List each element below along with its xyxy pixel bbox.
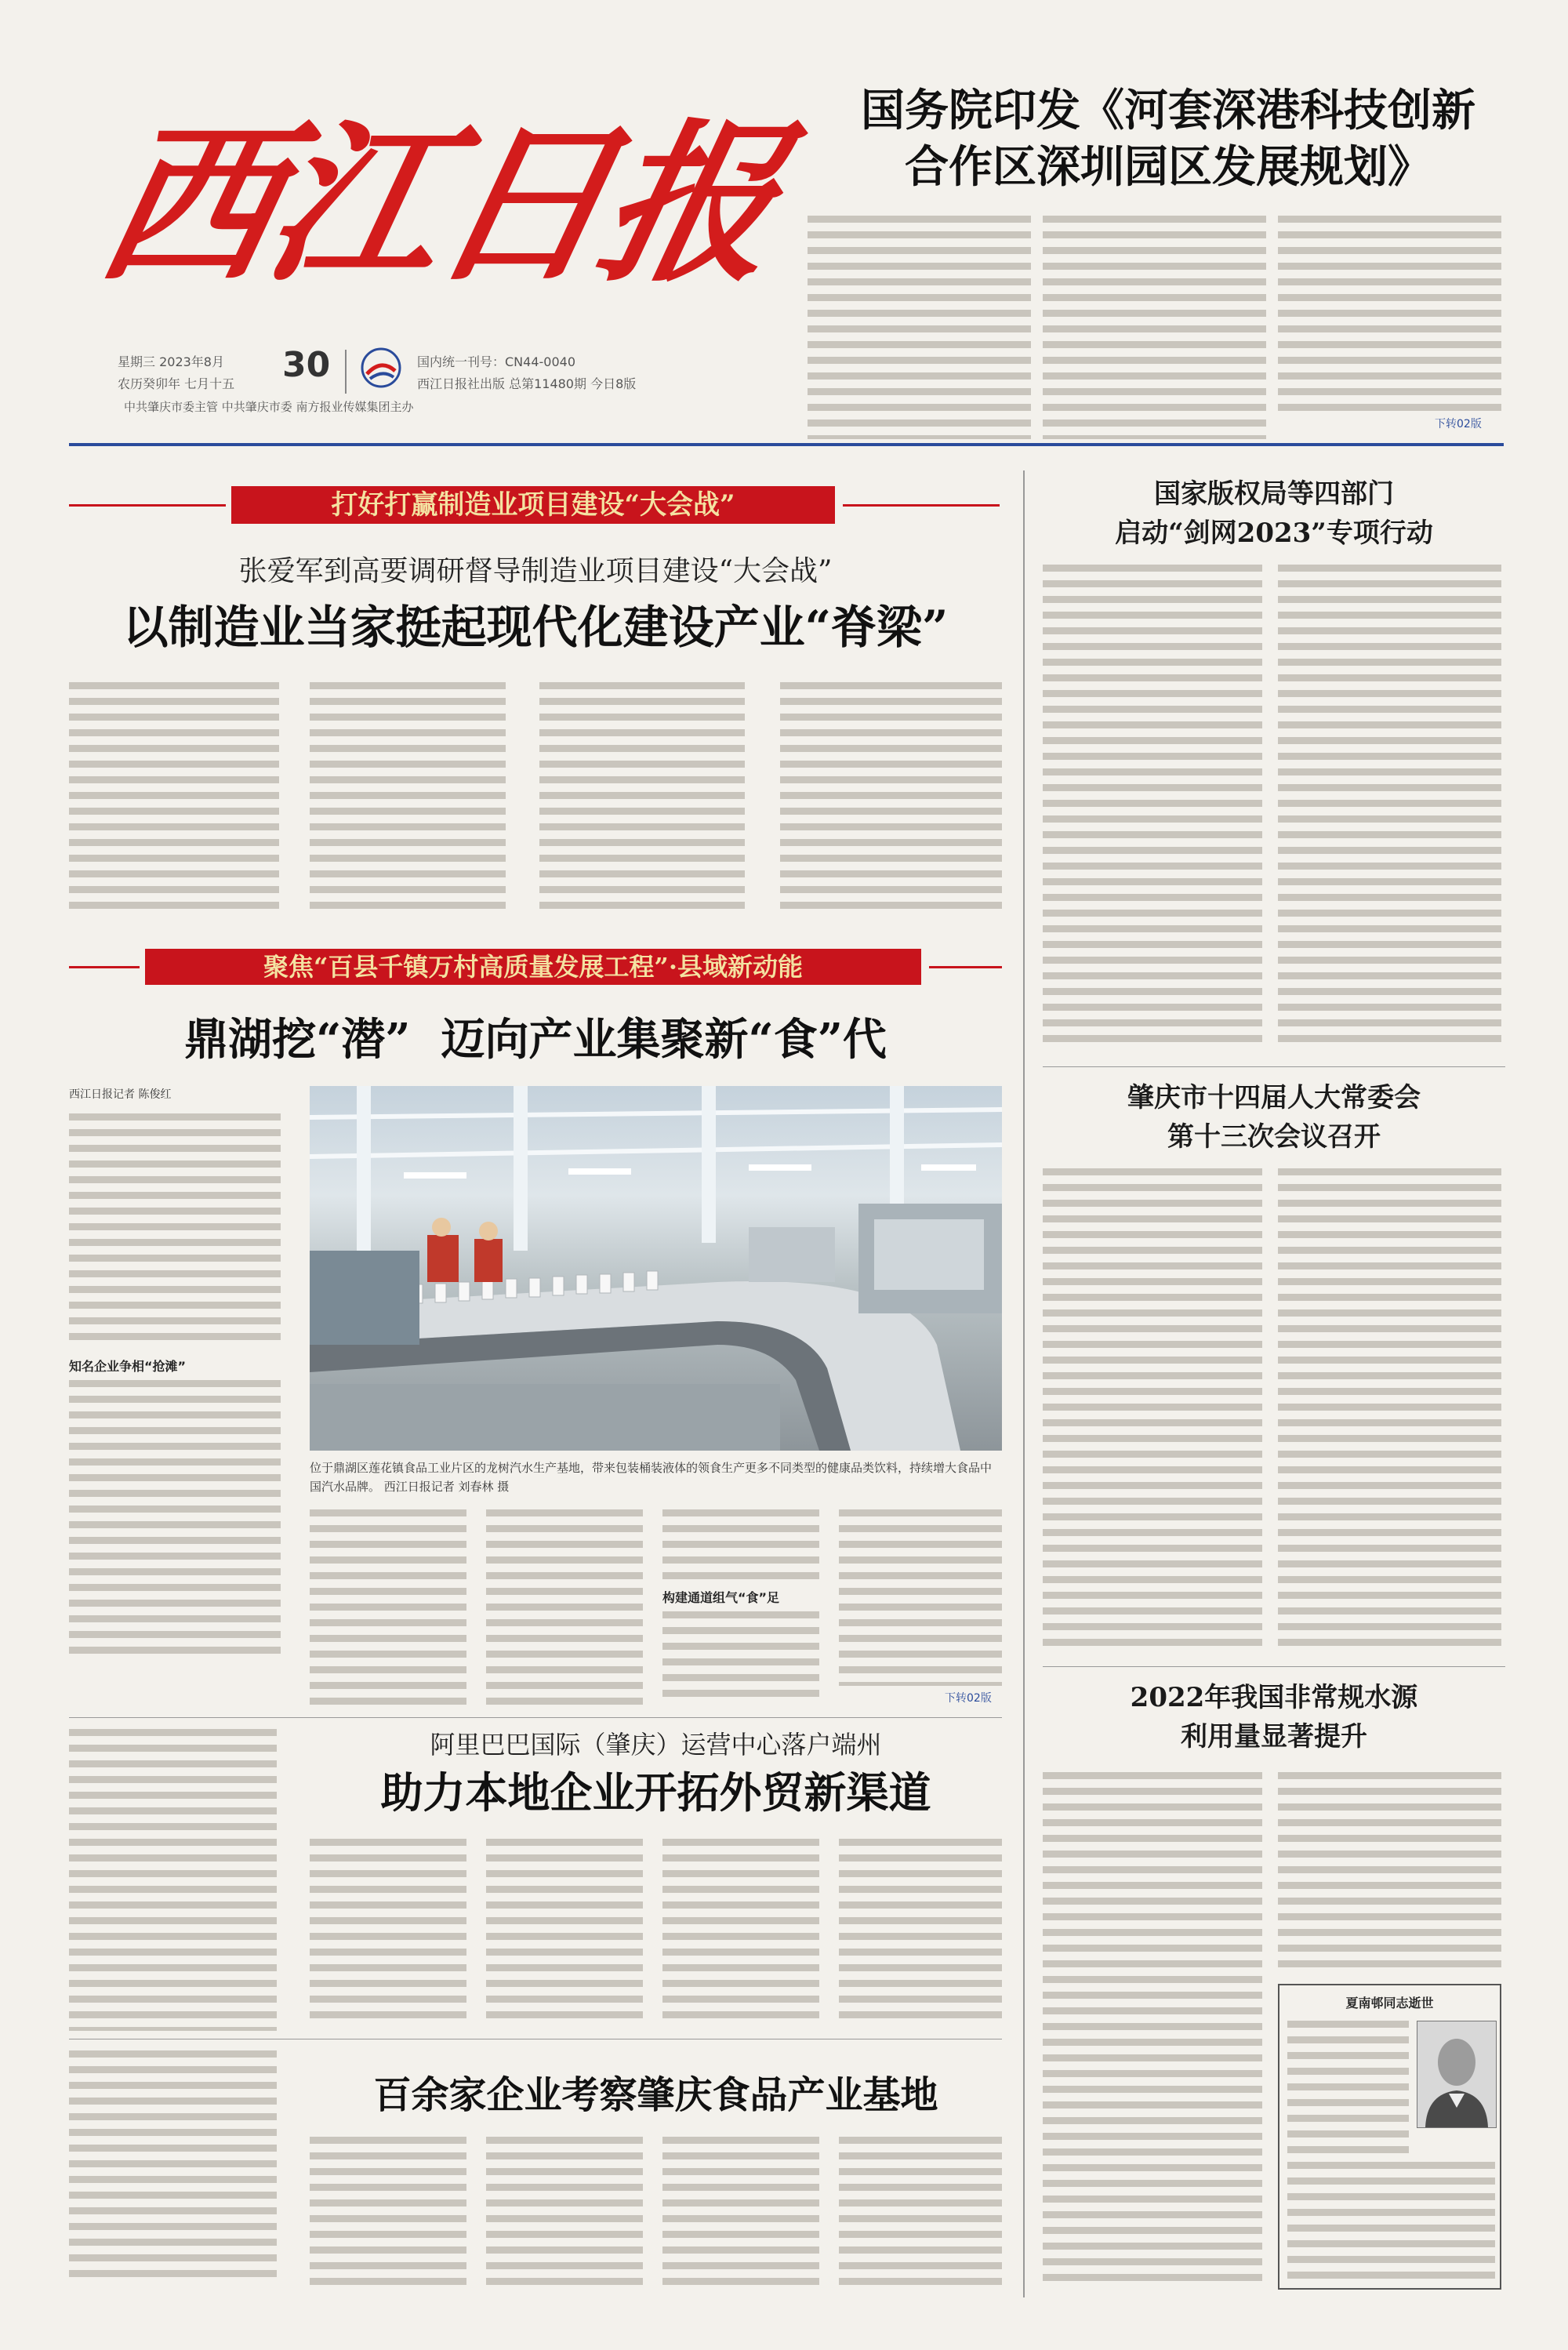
feature2-col-3	[486, 1509, 643, 1705]
feature2-left-text	[69, 1113, 281, 1349]
feature3-col-5	[839, 1839, 1002, 2027]
headline-body-col-1	[808, 216, 1031, 439]
obituary-portrait	[1417, 2021, 1497, 2128]
feature3-col-2	[310, 1839, 466, 2027]
right2-col-1	[1043, 1168, 1262, 1647]
date-line-2: 农历癸卯年 七月十五	[118, 376, 235, 391]
feature3-col-4	[662, 1839, 819, 2027]
banner2-line-left	[69, 966, 140, 968]
feature4-col-4	[662, 2137, 819, 2286]
issn-line-1: 国内统一刊号：CN44-0040	[417, 354, 575, 369]
feature4-col-3	[486, 2137, 643, 2286]
feature4-title: 百余家企业考察肇庆食品产业基地	[373, 2073, 938, 2117]
right1-title-line-2: 启动“剑网2023”专项行动	[1115, 518, 1433, 549]
factory-photo	[310, 1086, 1002, 1451]
top-rule	[69, 443, 1504, 446]
feature1-col-2	[310, 682, 506, 910]
right1-title	[1043, 474, 1505, 553]
masthead-divider	[345, 350, 347, 394]
feature2-title: 鼎湖挖“潜” 迈向产业集聚新“食”代	[184, 1014, 887, 1066]
feature2-subhead-2: 构建通道组气“食”足	[662, 1590, 780, 1605]
banner-line-left	[69, 504, 226, 507]
newspaper-emblem-icon	[361, 347, 401, 388]
column-divider	[1023, 470, 1025, 2297]
feature1-banner: 打好打赢制造业项目建设“大会战”	[231, 486, 835, 524]
banner-line-right	[843, 504, 1000, 507]
divider-1	[69, 1717, 1002, 1718]
feature2-left-text-2	[69, 1380, 281, 1662]
masthead-issn	[417, 351, 793, 395]
banner2-line-right	[929, 966, 1002, 968]
right-divider-1	[1043, 1066, 1505, 1067]
obituary-box	[1278, 1984, 1501, 2290]
feature3-title: 助力本地企业开拓外贸新渠道	[380, 1767, 931, 1818]
masthead	[31, 47, 815, 447]
right2-title	[1043, 1078, 1505, 1157]
date-day: 30	[282, 345, 331, 385]
obituary-text-bottom	[1287, 2162, 1495, 2279]
obituary-text-left	[1287, 2021, 1409, 2154]
right2-col-2	[1278, 1168, 1501, 1647]
feature2-byline: 西江日报记者 陈俊红	[69, 1088, 172, 1101]
feature2-col-4b	[662, 1611, 819, 1705]
right2-title-line-1: 肇庆市十四届人大常委会	[1127, 1082, 1421, 1113]
feature4-left-text	[69, 2050, 277, 2286]
right1-col-1	[1043, 565, 1262, 1043]
masthead-logo: 西江日报	[84, 102, 793, 305]
right1-col-2	[1278, 565, 1501, 1043]
headline-line-1: 国务院印发《河套深港科技创新	[861, 85, 1475, 136]
feature2-col-2	[310, 1509, 466, 1705]
feature3-left-text	[69, 1729, 277, 2031]
feature4-col-5	[839, 2137, 1002, 2286]
right3-col-1	[1043, 1772, 1262, 2290]
right-divider-2	[1043, 1666, 1505, 1667]
obituary-title: 夏南邨同志逝世	[1345, 1996, 1434, 2010]
feature2-banner: 聚焦“百县千镇万村高质量发展工程”·县域新动能	[145, 949, 921, 985]
headline-line-2: 合作区深圳园区发展规划》	[905, 141, 1432, 193]
feature1-col-4	[780, 682, 1002, 910]
feature2-col-5	[839, 1509, 1002, 1686]
right3-title-line-2: 利用量显著提升	[1181, 1721, 1367, 1753]
headline	[815, 82, 1521, 195]
feature3-col-3	[486, 1839, 643, 2027]
feature3-subtitle: 阿里巴巴国际（肇庆）运营中心落户端州	[430, 1730, 882, 1760]
feature1-subtitle: 张爱军到高要调研督导制造业项目建设“大会战”	[238, 555, 833, 587]
feature2-continued: 下转02版	[945, 1692, 992, 1705]
issn-line-2: 西江日报社出版 总第11480期 今日8版	[417, 376, 637, 391]
masthead-sponsor: 中共肇庆市委主管 中共肇庆市委 南方报业传媒集团主办	[124, 400, 414, 414]
right2-title-line-2: 第十三次会议召开	[1167, 1121, 1381, 1153]
right3-title-line-1: 2022年我国非常规水源	[1130, 1682, 1418, 1713]
feature2-subhead-1: 知名企业争相“抢滩”	[69, 1359, 187, 1374]
right1-title-line-1: 国家版权局等四部门	[1154, 478, 1394, 510]
date-line-1: 星期三 2023年8月	[118, 354, 224, 369]
headline-body-col-2	[1043, 216, 1266, 439]
feature2-col-4	[662, 1509, 819, 1580]
feature1-col-3	[539, 682, 745, 910]
right3-title	[1043, 1678, 1505, 1756]
feature1-col-1	[69, 682, 279, 910]
feature1-title: 以制造业当家挺起现代化建设产业“脊梁”	[122, 601, 949, 654]
right3-col-2	[1278, 1772, 1501, 1968]
feature4-col-2	[310, 2137, 466, 2286]
headline-continued: 下转02版	[1435, 418, 1482, 430]
photo-caption: 位于鼎湖区莲花镇食品工业片区的龙树汽水生产基地，带来包装桶装液体的领食生产更多不同类型的健康品类饮料，持续增大食品中国汽水品牌。 西江日报记者 刘春林 摄	[310, 1461, 993, 1494]
headline-body-col-3	[1278, 216, 1501, 416]
